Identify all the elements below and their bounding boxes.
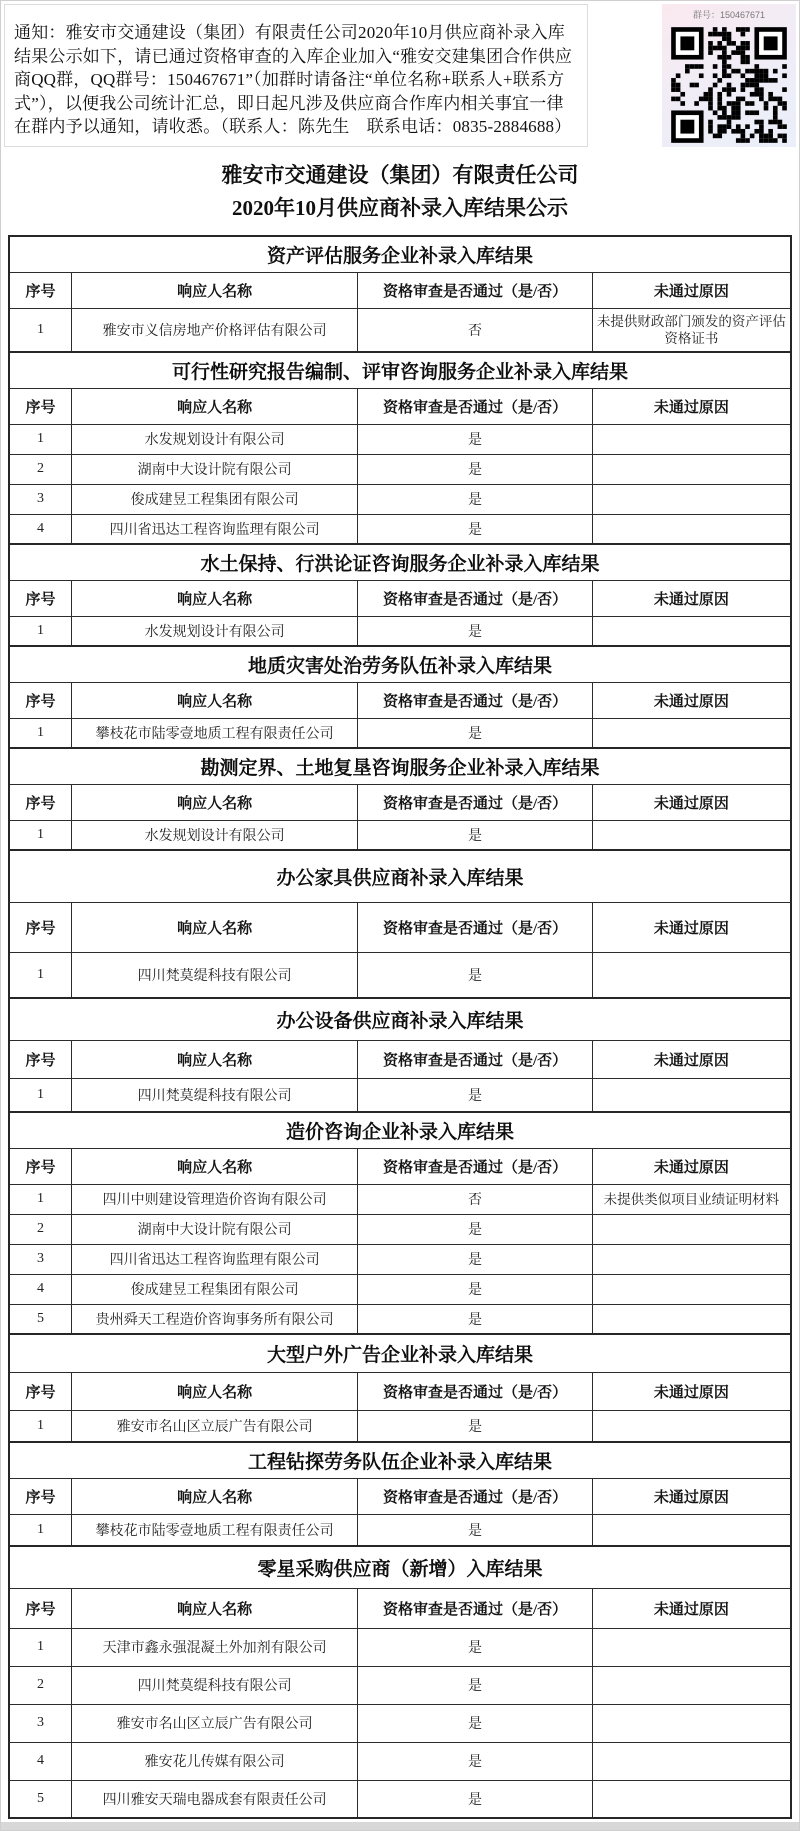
table-row: [9, 454, 791, 484]
notice-text: 通知：雅安市交通建设（集团）有限责任公司2020年10月供应商补录入库结果公示如下，请已通过资格审查的入库企业加入“雅安交建集团合作供应商QQ群，QQ群号：150467671”（加群时请备注“单位名称+联系人+联系方式”），以便我公司统计汇总，即日起凡涉及供应商合作库内相关事宜一律在群内予以通知，请收悉。（联系人：陈先生 联系电话：0835-2884688）: [4, 4, 588, 147]
respondent-name-cell: 四川梵莫缇科技有限公司: [72, 952, 358, 998]
fail-reason-cell: [592, 1214, 791, 1244]
fail-reason-cell: [592, 1244, 791, 1274]
column-header: 未通过原因: [592, 1588, 791, 1628]
respondent-name-cell: 湖南中大设计院有限公司: [72, 454, 358, 484]
fail-reason-cell: [592, 616, 791, 646]
table-row: [9, 308, 791, 352]
table-section: [9, 1442, 791, 1546]
column-header: 响应人名称: [72, 1372, 358, 1410]
row-index-cell: 1: [9, 616, 72, 646]
column-header: 序号: [9, 1040, 72, 1078]
section-title: 办公设备供应商补录入库结果: [9, 998, 791, 1040]
table-section: [9, 646, 791, 748]
qualification-passed-cell: 是: [358, 1304, 593, 1334]
table-section: [9, 352, 791, 544]
qualification-passed-cell: 是: [358, 1514, 593, 1546]
table-section: [9, 544, 791, 646]
respondent-name-cell: 四川雅安天瑞电器成套有限责任公司: [72, 1780, 358, 1818]
fail-reason-cell: [592, 820, 791, 850]
qualification-passed-cell: 是: [358, 1666, 593, 1704]
table-row: [9, 1514, 791, 1546]
table-row: [9, 616, 791, 646]
fail-reason-cell: [592, 424, 791, 454]
section-title: 大型户外广告企业补录入库结果: [9, 1334, 791, 1372]
table-row: [9, 1214, 791, 1244]
respondent-name-cell: 水发规划设计有限公司: [72, 616, 358, 646]
fail-reason-cell: [592, 484, 791, 514]
table-row: [9, 484, 791, 514]
column-header: 资格审查是否通过（是/否）: [358, 1148, 593, 1184]
column-header: 序号: [9, 1478, 72, 1514]
page-bottom-edge: [1, 1822, 799, 1830]
column-header: 响应人名称: [72, 1040, 358, 1078]
column-header: 序号: [9, 1372, 72, 1410]
table-row: [9, 1666, 791, 1704]
qualification-passed-cell: 是: [358, 1274, 593, 1304]
fail-reason-cell: [592, 1666, 791, 1704]
fail-reason-cell: [592, 1704, 791, 1742]
section-title: 办公家具供应商补录入库结果: [9, 850, 791, 902]
qq-group-qr-panel: [662, 4, 796, 147]
column-header: 未通过原因: [592, 272, 791, 308]
fail-reason-cell: [592, 1628, 791, 1666]
column-header: 资格审查是否通过（是/否）: [358, 272, 593, 308]
qualification-passed-cell: 是: [358, 820, 593, 850]
column-header: 序号: [9, 1588, 72, 1628]
fail-reason-cell: [592, 1410, 791, 1442]
table-row: [9, 424, 791, 454]
column-header: 资格审查是否通过（是/否）: [358, 1478, 593, 1514]
table-section: [9, 1112, 791, 1334]
column-header: 响应人名称: [72, 272, 358, 308]
column-header: 响应人名称: [72, 1478, 358, 1514]
row-index-cell: 1: [9, 820, 72, 850]
fail-reason-cell: [592, 454, 791, 484]
column-header: 响应人名称: [72, 388, 358, 424]
qualification-passed-cell: 是: [358, 718, 593, 748]
section-title: 勘测定界、土地复垦咨询服务企业补录入库结果: [9, 748, 791, 784]
page-title: [1, 147, 799, 235]
column-header: 未通过原因: [592, 1478, 791, 1514]
notice-bar: [1, 1, 799, 147]
table-row: [9, 1780, 791, 1818]
respondent-name-cell: 雅安市名山区立辰广告有限公司: [72, 1704, 358, 1742]
row-index-cell: 2: [9, 1666, 72, 1704]
fail-reason-cell: [592, 952, 791, 998]
column-header: 序号: [9, 272, 72, 308]
column-header: 资格审查是否通过（是/否）: [358, 784, 593, 820]
row-index-cell: 1: [9, 1410, 72, 1442]
column-header: 未通过原因: [592, 1040, 791, 1078]
row-index-cell: 5: [9, 1780, 72, 1818]
respondent-name-cell: 四川梵莫缇科技有限公司: [72, 1078, 358, 1112]
qualification-passed-cell: 是: [358, 616, 593, 646]
qualification-passed-cell: 是: [358, 1214, 593, 1244]
row-index-cell: 1: [9, 952, 72, 998]
table-row: [9, 952, 791, 998]
table-row: [9, 820, 791, 850]
qualification-passed-cell: 是: [358, 1780, 593, 1818]
section-title: 资产评估服务企业补录入库结果: [9, 236, 791, 272]
table-section: [9, 1334, 791, 1442]
table-row: [9, 1410, 791, 1442]
column-header: 资格审查是否通过（是/否）: [358, 1040, 593, 1078]
column-header: 序号: [9, 784, 72, 820]
table-section: [9, 998, 791, 1112]
row-index-cell: 1: [9, 1514, 72, 1546]
respondent-name-cell: 俊成建昱工程集团有限公司: [72, 484, 358, 514]
qualification-passed-cell: 否: [358, 308, 593, 352]
row-index-cell: 1: [9, 424, 72, 454]
row-index-cell: 4: [9, 1274, 72, 1304]
respondent-name-cell: 攀枝花市陆零壹地质工程有限责任公司: [72, 1514, 358, 1546]
column-header: 资格审查是否通过（是/否）: [358, 682, 593, 718]
page-title-line2: 2020年10月供应商补录入库结果公示: [232, 196, 568, 220]
qualification-passed-cell: 是: [358, 514, 593, 544]
respondent-name-cell: 四川省迅达工程咨询监理有限公司: [72, 514, 358, 544]
qualification-passed-cell: 是: [358, 952, 593, 998]
row-index-cell: 2: [9, 1214, 72, 1244]
fail-reason-cell: [592, 1514, 791, 1546]
column-header: 序号: [9, 1148, 72, 1184]
column-header: 未通过原因: [592, 580, 791, 616]
row-index-cell: 1: [9, 718, 72, 748]
respondent-name-cell: 水发规划设计有限公司: [72, 820, 358, 850]
table-row: [9, 1704, 791, 1742]
qq-group-qr-code-icon: [668, 23, 790, 147]
table-section: [9, 1546, 791, 1818]
qualification-passed-cell: 否: [358, 1184, 593, 1214]
respondent-name-cell: 雅安花儿传媒有限公司: [72, 1742, 358, 1780]
qualification-passed-cell: 是: [358, 424, 593, 454]
respondent-name-cell: 湖南中大设计院有限公司: [72, 1214, 358, 1244]
respondent-name-cell: 四川省迅达工程咨询监理有限公司: [72, 1244, 358, 1274]
table-row: [9, 1184, 791, 1214]
column-header: 未通过原因: [592, 902, 791, 952]
table-row: [9, 1274, 791, 1304]
column-header: 资格审查是否通过（是/否）: [358, 1588, 593, 1628]
section-title: 工程钻探劳务队伍企业补录入库结果: [9, 1442, 791, 1478]
row-index-cell: 5: [9, 1304, 72, 1334]
row-index-cell: 1: [9, 1078, 72, 1112]
respondent-name-cell: 雅安市名山区立辰广告有限公司: [72, 1410, 358, 1442]
section-title: 可行性研究报告编制、评审咨询服务企业补录入库结果: [9, 352, 791, 388]
fail-reason-cell: [592, 1742, 791, 1780]
table-row: [9, 1304, 791, 1334]
row-index-cell: 1: [9, 1628, 72, 1666]
qualification-passed-cell: 是: [358, 484, 593, 514]
column-header: 响应人名称: [72, 1588, 358, 1628]
row-index-cell: 2: [9, 454, 72, 484]
column-header: 序号: [9, 682, 72, 718]
column-header: 资格审查是否通过（是/否）: [358, 902, 593, 952]
qr-group-number-label: 群号：150467671: [692, 10, 766, 20]
column-header: 响应人名称: [72, 902, 358, 952]
respondent-name-cell: 贵州舜天工程造价咨询事务所有限公司: [72, 1304, 358, 1334]
column-header: 未通过原因: [592, 1148, 791, 1184]
column-header: 未通过原因: [592, 784, 791, 820]
fail-reason-cell: [592, 1274, 791, 1304]
column-header: 响应人名称: [72, 580, 358, 616]
qualification-passed-cell: 是: [358, 1078, 593, 1112]
respondent-name-cell: 水发规划设计有限公司: [72, 424, 358, 454]
column-header: 资格审查是否通过（是/否）: [358, 580, 593, 616]
row-index-cell: 1: [9, 308, 72, 352]
qualification-passed-cell: 是: [358, 1628, 593, 1666]
qualification-passed-cell: 是: [358, 1244, 593, 1274]
section-title: 地质灾害处治劳务队伍补录入库结果: [9, 646, 791, 682]
row-index-cell: 1: [9, 1184, 72, 1214]
row-index-cell: 3: [9, 484, 72, 514]
column-header: 响应人名称: [72, 784, 358, 820]
row-index-cell: 3: [9, 1704, 72, 1742]
qualification-passed-cell: 是: [358, 1742, 593, 1780]
table-row: [9, 514, 791, 544]
column-header: 未通过原因: [592, 1372, 791, 1410]
respondent-name-cell: 天津市鑫永强混凝土外加剂有限公司: [72, 1628, 358, 1666]
table-row: [9, 1742, 791, 1780]
column-header: 序号: [9, 580, 72, 616]
row-index-cell: 3: [9, 1244, 72, 1274]
column-header: 响应人名称: [72, 1148, 358, 1184]
qualification-passed-cell: 是: [358, 1410, 593, 1442]
page-title-line1: 雅安市交通建设（集团）有限责任公司: [221, 163, 579, 187]
fail-reason-cell: [592, 1780, 791, 1818]
table-row: [9, 1078, 791, 1112]
table-row: [9, 1628, 791, 1666]
column-header: 资格审查是否通过（是/否）: [358, 388, 593, 424]
fail-reason-cell: [592, 1078, 791, 1112]
column-header: 资格审查是否通过（是/否）: [358, 1372, 593, 1410]
respondent-name-cell: 四川梵莫缇科技有限公司: [72, 1666, 358, 1704]
column-header: 序号: [9, 902, 72, 952]
row-index-cell: 4: [9, 514, 72, 544]
qualification-passed-cell: 是: [358, 454, 593, 484]
qualification-passed-cell: 是: [358, 1704, 593, 1742]
table-section: [9, 850, 791, 998]
row-index-cell: 4: [9, 1742, 72, 1780]
section-title: 零星采购供应商（新增）入库结果: [9, 1546, 791, 1588]
column-header: 响应人名称: [72, 682, 358, 718]
column-header: 序号: [9, 388, 72, 424]
fail-reason-cell: [592, 718, 791, 748]
section-title: 造价咨询企业补录入库结果: [9, 1112, 791, 1148]
table-section: [9, 748, 791, 850]
fail-reason-cell: [592, 1304, 791, 1334]
column-header: 未通过原因: [592, 682, 791, 718]
respondent-name-cell: 俊成建昱工程集团有限公司: [72, 1274, 358, 1304]
table-row: [9, 718, 791, 748]
results-table: [8, 235, 792, 1819]
section-title: 水土保持、行洪论证咨询服务企业补录入库结果: [9, 544, 791, 580]
respondent-name-cell: 攀枝花市陆零壹地质工程有限责任公司: [72, 718, 358, 748]
fail-reason-cell: [592, 514, 791, 544]
table-section: [9, 236, 791, 352]
fail-reason-cell: 未提供类似项目业绩证明材料: [592, 1184, 791, 1214]
table-row: [9, 1244, 791, 1274]
respondent-name-cell: 雅安市义信房地产价格评估有限公司: [72, 308, 358, 352]
fail-reason-cell: 未提供财政部门颁发的资产评估资格证书: [592, 308, 791, 352]
respondent-name-cell: 四川中则建设管理造价咨询有限公司: [72, 1184, 358, 1214]
column-header: 未通过原因: [592, 388, 791, 424]
